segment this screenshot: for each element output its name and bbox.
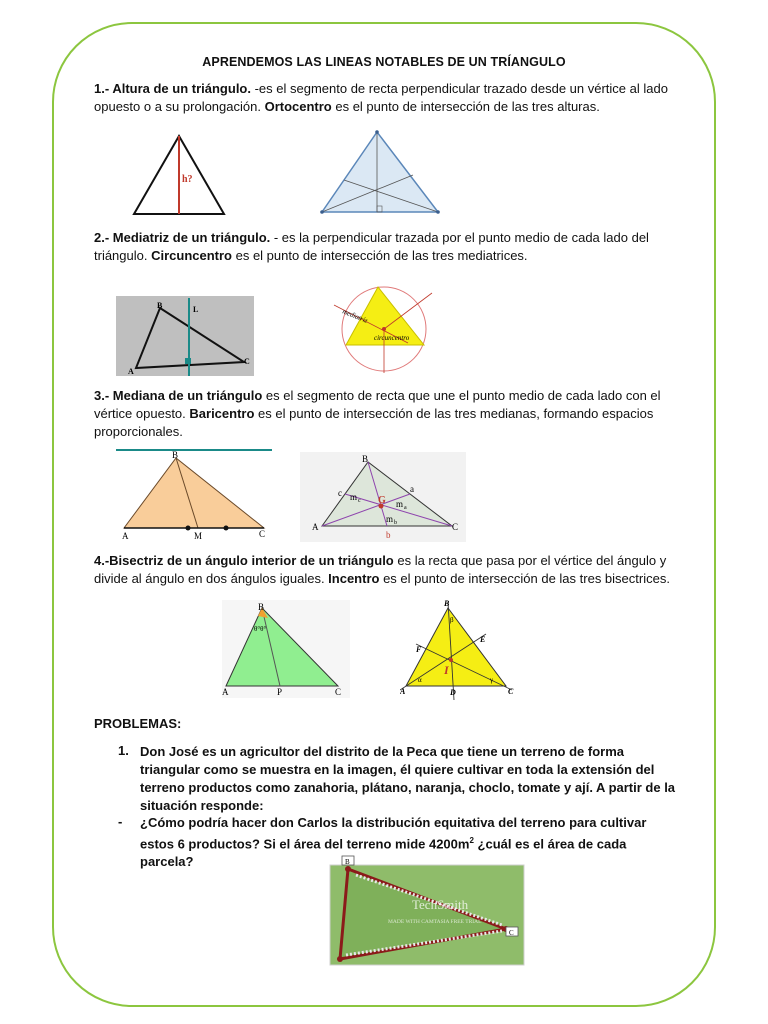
- problem-number: 1.: [118, 743, 129, 758]
- svg-text:a: a: [404, 505, 407, 511]
- page-title: APRENDEMOS LAS LINEAS NOTABLES DE UN TRÍANGULO: [202, 55, 566, 69]
- definition-text: -es el segmento de recta perpendicular trazado desde un vértice al lado opuesto o a su prolongación.: [94, 81, 668, 114]
- height-label: h?: [182, 174, 193, 185]
- svg-text:F: F: [416, 645, 422, 654]
- svg-text:B: B: [157, 301, 163, 310]
- mediatriz-figure: [116, 296, 254, 376]
- svg-text:E: E: [480, 635, 486, 644]
- section-bisectriz: [94, 552, 674, 588]
- svg-text:m: m: [386, 514, 394, 524]
- term-mediatriz: Mediatriz de un triángulo.: [112, 230, 271, 245]
- incentro-figure: [400, 598, 516, 702]
- svg-text:I: I: [444, 663, 449, 677]
- svg-text:B: B: [444, 599, 450, 608]
- svg-text:c: c: [358, 498, 361, 504]
- marker-b: B: [345, 858, 350, 866]
- mediana-figure: [116, 448, 272, 540]
- svg-text:B: B: [258, 602, 265, 612]
- section-number: 4.-: [94, 553, 110, 568]
- svg-text:γ: γ: [490, 676, 494, 684]
- definition-text: es el punto de intersección de las tres bisectrices.: [379, 571, 670, 586]
- ortocentro-figure: [316, 128, 444, 218]
- terrain-figure: [326, 855, 526, 967]
- svg-text:b: b: [386, 530, 391, 540]
- watermark-text: TechSmith: [412, 897, 469, 912]
- bisectriz-figure: [222, 600, 350, 698]
- svg-text:m: m: [350, 492, 358, 502]
- term-altura: Altura de un triángulo.: [112, 81, 251, 96]
- svg-text:β: β: [450, 616, 454, 624]
- definition-text: - es la perpendicular trazada por el punto medio de cada lado del triángulo.: [94, 230, 649, 263]
- svg-text:a: a: [410, 484, 414, 494]
- svg-text:c: c: [338, 488, 342, 498]
- svg-text:A: A: [400, 687, 406, 696]
- svg-text:A: A: [128, 367, 134, 376]
- watermark-subtext: MADE WITH CAMTASIA FREE TRIAL: [388, 919, 482, 925]
- svg-text:m: m: [396, 499, 404, 509]
- svg-text:P: P: [277, 687, 283, 697]
- problems-heading: PROBLEMAS:: [94, 716, 182, 731]
- definition-text: es el punto de intersección de las tres alturas.: [331, 99, 600, 114]
- term-incentro: Incentro: [328, 571, 380, 586]
- svg-text:circuncentro: circuncentro: [374, 334, 410, 342]
- svg-text:G: G: [378, 495, 386, 506]
- section-mediana: [94, 387, 674, 441]
- svg-text:M: M: [194, 531, 203, 540]
- baricentro-figure: [300, 452, 466, 542]
- term-circuncentro: Circuncentro: [151, 248, 232, 263]
- svg-text:mediatriz: mediatriz: [341, 307, 369, 325]
- svg-text:C: C: [244, 357, 250, 366]
- svg-text:C: C: [335, 687, 342, 697]
- svg-text:α: α: [418, 676, 422, 684]
- section-number: 2.-: [94, 230, 113, 245]
- definition-text: es el punto de intersección de las tres mediatrices.: [232, 248, 528, 263]
- term-baricentro: Baricentro: [189, 406, 255, 421]
- svg-text:θ°θ°: θ°θ°: [254, 625, 267, 633]
- problem-1-text: Don José es un agricultor del distrito de la Peca que tiene un terreno de forma triangular como se muestra en la imagen, él quiere cultivar en toda la extensión del terreno productos como zanahoria, plátano, naranja, choclo, tomate y ají. A partir de la situación responde:: [140, 744, 676, 813]
- section-number: 1.-: [94, 81, 113, 96]
- term-mediana: Mediana de un triángulo: [112, 388, 263, 403]
- marker-c: C: [509, 929, 514, 937]
- section-altura: [94, 80, 674, 116]
- section-number: 3.-: [94, 388, 113, 403]
- circuncentro-figure: [328, 283, 436, 377]
- problem-dash: -: [118, 814, 123, 829]
- svg-text:C: C: [508, 687, 514, 696]
- definition-text: es el segmento de recta que une el punto medio de cada lado con el vértice opuesto.: [94, 388, 661, 421]
- svg-text:L: L: [193, 305, 199, 314]
- section-mediatriz: [94, 229, 674, 265]
- term-ortocentro: Ortocentro: [264, 99, 332, 114]
- svg-text:A: A: [312, 522, 319, 532]
- svg-text:C: C: [259, 529, 266, 539]
- definition-text: es la recta que pasa por el vértice del ángulo y divide al ángulo en dos ángulos iguales.: [94, 553, 667, 586]
- problem-question: ¿Cómo podría hacer don Carlos la distribución equitativa del terreno para cultivar estos 6 productos? Si el área del terreno mide $4200m^2$ ¿cuál es el área de cada parcela?: [140, 815, 647, 870]
- definition-text: es el punto de intersección de las tres medianas, formando espacios proporcionales.: [94, 406, 654, 439]
- altura-figure: [130, 130, 230, 218]
- svg-text:B: B: [172, 450, 179, 460]
- svg-text:D: D: [450, 688, 456, 697]
- svg-text:B: B: [362, 454, 369, 464]
- svg-text:A: A: [222, 687, 229, 697]
- term-bisectriz: Bisectriz de un ángulo interior de un triángulo: [109, 553, 394, 568]
- svg-text:A: A: [122, 531, 129, 540]
- svg-text:C: C: [452, 522, 459, 532]
- svg-text:b: b: [394, 520, 397, 526]
